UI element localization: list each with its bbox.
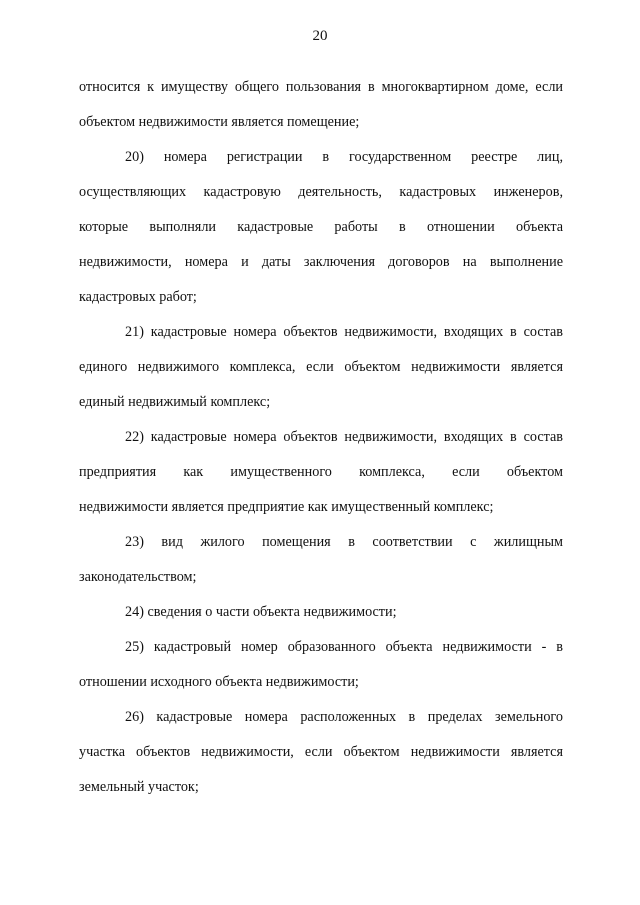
text-line: 20) номера регистрации в государственном реестре лиц, <box>125 149 563 165</box>
text-line: осуществляющих кадастровую деятельность, кадастровых инженеров, <box>79 184 563 200</box>
text-line: предприятия как имущественного комплекса, если объектом <box>79 464 563 480</box>
text-line: 22) кадастровые номера объектов недвижимости, входящих в состав <box>125 429 563 445</box>
text-line: единого недвижимого комплекса, если объектом недвижимости является <box>79 359 563 375</box>
text-line: недвижимости является предприятие как имущественный комплекс; <box>79 499 494 515</box>
page-number: 20 <box>312 28 328 44</box>
text-line: недвижимости, номера и даты заключения договоров на выполнение <box>79 254 563 270</box>
text-line: законодательством; <box>79 569 197 585</box>
text-line: объектом недвижимости является помещение; <box>79 114 360 130</box>
text-line: 25) кадастровый номер образованного объекта недвижимости - в <box>125 639 563 655</box>
text-line: 21) кадастровые номера объектов недвижимости, входящих в состав <box>125 324 563 340</box>
text-line: кадастровых работ; <box>79 289 197 305</box>
text-line: 24) сведения о части объекта недвижимости; <box>125 604 397 620</box>
text-line: отношении исходного объекта недвижимости; <box>79 674 359 690</box>
text-line: относится к имуществу общего пользования в многоквартирном доме, если <box>79 79 563 95</box>
text-line: земельный участок; <box>79 779 199 795</box>
text-line: 23) вид жилого помещения в соответствии с жилищным <box>125 534 563 550</box>
text-line: единый недвижимый комплекс; <box>79 394 271 410</box>
text-line: 26) кадастровые номера расположенных в пределах земельного <box>125 709 563 725</box>
text-line: которые выполняли кадастровые работы в отношении объекта <box>79 219 563 235</box>
text-line: участка объектов недвижимости, если объектом недвижимости является <box>79 744 563 760</box>
